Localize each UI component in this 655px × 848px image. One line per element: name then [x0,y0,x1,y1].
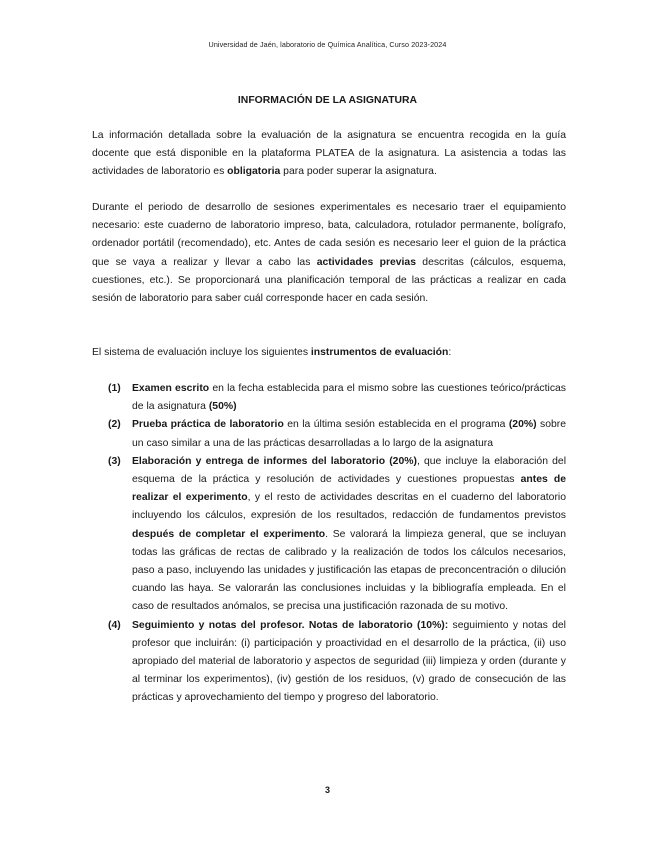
list-item-text: en la última sesión establecida en el programa [283,419,509,431]
paragraph-text: Durante el periodo de desarrollo de sesiones experimentales es necesario traer el equipamiento necesario: este cuaderno de laboratorio impreso, bata, calculadora, rotulador permanente, bolígrafo, ordenador portátil (recomendado), etc. Antes de cada sesión es necesario leer el guion de la práctica que se vaya a realizar y llevar a cabo las [92,202,566,268]
list-item-text: en la fecha establecida para el mismo sobre las cuestiones teórico/prácticas de la asignatura [132,383,566,413]
list-item-bold-text: Seguimiento y notas del profesor. Notas de laboratorio (10%): [132,619,449,631]
list-item-bold-text: Examen escrito [132,383,210,394]
paragraph-evaluation-info [92,127,566,182]
list-item-number: (3) [108,455,121,467]
running-header: Universidad de Jaén, laboratorio de Química Analítica, Curso 2023-2024 [208,40,447,49]
list-item-text: sobre un caso similar a una de las prácticas desarrolladas a lo largo de la asignatura [132,419,566,449]
list-item-number: (4) [108,619,121,631]
list-item [108,617,566,708]
paragraph-bold-text: actividades previas [316,256,416,268]
page-number: 3 [324,785,330,795]
paragraph-text: La información detallada sobre la evaluación de la asignatura se encuentra recogida en la guía docente que está disponible en la plataforma PLATEA de la asignatura. La asistencia a todas las actividades de laboratorio es [92,130,566,178]
list-item-bold-text: antes de realizar el experimento [132,474,567,504]
list-item [108,453,566,617]
paragraph-text: descritas (cálculos, esquema, cuestiones, etc.). Se proporcionará una planificación temporal de las prácticas a realizar en cada sesión de laboratorio para saber cuál corresponde hacer en cada sesión. [92,256,566,305]
list-item-bold-text: (50%) [208,401,237,413]
list-item-number: (1) [108,383,121,394]
list-item-bold-text: (20%) [508,419,537,431]
paragraph-text: para poder superar la asignatura. [280,166,437,178]
paragraph-text: : [448,347,452,358]
evaluation-instruments-list [108,380,566,708]
paragraph-text: El sistema de evaluación incluye los siguientes [92,347,311,358]
list-item-bold-text: Elaboración y entrega de informes del laboratorio (20%) [132,455,417,467]
list-item-bold-text: Prueba práctica de laboratorio [132,419,284,431]
paragraph-bold-text: obligatoria [227,166,281,178]
list-item-text: . Se valorará la limpieza general, que se incluyan todas las gráficas de rectas de calibrado y la realización de todos los cálculos necesarios, paso a paso, incluyendo las unidades y justificación las etapas de preconcentración o dilución cuando las haya. Se valorarán las conclusiones incluidas y la bibliografía empleada. En el caso de resultados anómalos, se precisa una justificación razonada de su motivo. [132,528,566,613]
section-title: INFORMACIÓN DE LA ASIGNATURA [237,95,418,106]
list-item-text: , que incluye la elaboración del esquema de la práctica y resolución de actividades y cuestiones propuestas [132,455,566,486]
paragraph-bold-text: instrumentos de evaluación [310,347,449,358]
list-item-text: , y el resto de actividades descritas en el cuaderno del laboratorio incluyendo los cálculos, expresión de los resultados, redacción de fundamentos previstos [132,492,566,522]
list-item [108,416,566,452]
list-item [108,380,566,416]
list-item-bold-text: después de completar el experimento [132,528,326,540]
list-item-text: seguimiento y notas del profesor que incluirán: (i) participación y proactividad en el desarrollo de la práctica, (ii) uso apropiado del material de laboratorio y aspectos de seguridad (iii) limpieza y orden (durante y al terminar los experimentos), (iv) gestión de los residuos, (v) grado de consecución de las prácticas y aprovechamiento del tiempo y progreso del laboratorio. [132,619,566,704]
paragraph-evaluation-system [92,344,566,362]
paragraph-equipment [92,199,566,308]
list-item-number: (2) [108,419,121,431]
